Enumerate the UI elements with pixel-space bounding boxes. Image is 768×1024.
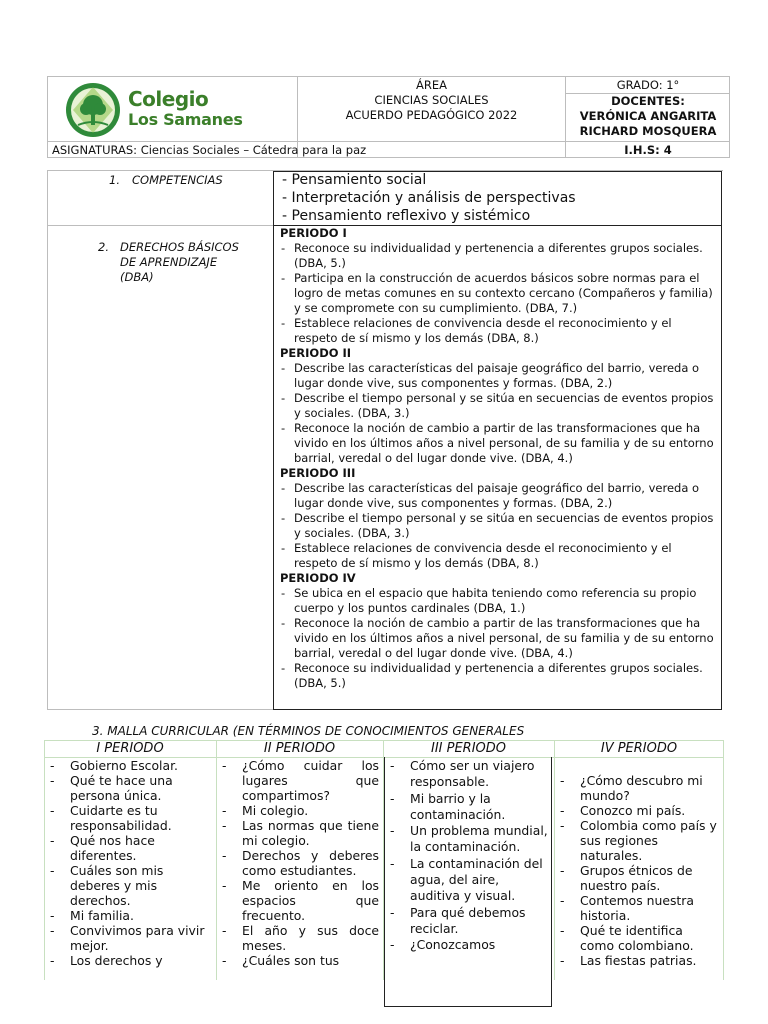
divider: [554, 740, 555, 980]
teacher-name: VERÓNICA ANGARITA: [579, 109, 717, 123]
competencies-list: [282, 171, 576, 225]
competency-item: - Pensamiento reflexivo y sistémico: [282, 208, 531, 224]
logo-text-line2: Los Samanes: [128, 110, 243, 129]
list-item: - Conozco mi país.: [556, 803, 720, 818]
period-title: PERIODO I: [280, 226, 347, 240]
dba-item: - Describe las características del paisaje geográfico del barrio, vereda o lugar donde vive, sus componentes y formas. (DBA, 2.): [280, 361, 718, 391]
list-item: - Un problema mundial, la contaminación.: [386, 823, 550, 856]
period-4-list: [556, 773, 720, 968]
curriculum-table: [44, 740, 724, 980]
list-item: - Me oriento en los espacios que frecuento.: [218, 878, 379, 923]
competencies-number: 1.: [109, 173, 120, 187]
area-name: CIENCIAS SOCIALES: [374, 93, 489, 107]
column-header: III PERIODO: [430, 741, 507, 756]
competency-item: - Interpretación y análisis de perspectivas: [282, 190, 576, 206]
dba-item: - Participa en la construcción de acuerdos básicos sobre normas para el logro de metas comunes en su contexto cercano (Compañeros y familia) y se compromete con su cumplimiento. (DBA, 7.): [280, 271, 718, 316]
list-item: - Derechos y deberes como estudiantes.: [218, 848, 379, 878]
list-item: - Cuidarte es tu responsabilidad.: [46, 803, 210, 833]
column-header: I PERIODO: [96, 741, 164, 756]
period-title: PERIODO II: [280, 346, 352, 360]
subjects-line: ASIGNATURAS: Ciencias Sociales – Cátedra para la paz: [52, 143, 367, 157]
competencies-table: [47, 170, 723, 710]
dba-item: - Reconoce la noción de cambio a partir de las transformaciones que ha vivido en los últimos años a nivel personal, de su familia y de su entorno barrial, veredal o del lugar donde vive. (DBA, 4.): [280, 421, 718, 466]
list-item: - ¿Conozcamos: [386, 937, 550, 953]
divider: [273, 171, 274, 710]
period-block: [280, 226, 718, 346]
list-item: - Qué nos hace diferentes.: [46, 833, 210, 863]
list-item: - Las fiestas patrias.: [556, 953, 720, 968]
dba-item: - Reconoce la noción de cambio a partir de las transformaciones que ha vivido en los últimos años a nivel personal, de su familia y de su entorno barrial, veredal o del lugar donde vive. (DBA, 4.): [280, 616, 718, 661]
dba-item: - Reconoce su individualidad y pertenencia a diferentes grupos sociales. (DBA, 5.): [280, 241, 718, 271]
dba-item: - Establece relaciones de convivencia desde el reconocimiento y el respeto de sí mismo y los demás (DBA, 8.): [280, 541, 718, 571]
grade-label: GRADO: 1°: [616, 78, 680, 92]
dba-number: 2.: [98, 240, 109, 254]
list-item: - Mi familia.: [46, 908, 210, 923]
divider: [566, 93, 730, 94]
header-table: [47, 76, 730, 158]
period-title: PERIODO IV: [280, 571, 356, 585]
list-item: - Las normas que tiene mi colegio.: [218, 818, 379, 848]
list-item: - Convivimos para vivir mejor.: [46, 923, 210, 953]
list-item: - La contaminación del agua, del aire, auditiva y visual.: [386, 856, 550, 905]
agreement-title: ACUERDO PEDAGÓGICO 2022: [345, 108, 518, 122]
dba-item: - Describe el tiempo personal y se sitúa en secuencias de eventos propios y sociales. (DBA, 3.): [280, 511, 718, 541]
list-item: - Mi colegio.: [218, 803, 379, 818]
period-3-list: [386, 758, 550, 954]
period-1-list: [46, 758, 210, 968]
period-block: [280, 571, 718, 691]
list-item: - Gobierno Escolar.: [46, 758, 210, 773]
divider: [44, 740, 45, 980]
divider: [723, 740, 724, 980]
dba-periods: [280, 226, 718, 691]
period-block: [280, 466, 718, 571]
list-item: - Colombia como país y sus regiones naturales.: [556, 818, 720, 863]
competencies-label: COMPETENCIAS: [132, 173, 223, 187]
list-item: - Cómo ser un viajero responsable.: [386, 758, 550, 791]
dba-item: - Establece relaciones de convivencia desde el reconocimiento y el respeto de sí mismo y los demás (DBA, 8.): [280, 316, 718, 346]
column-header: IV PERIODO: [600, 741, 678, 756]
divider: [47, 709, 273, 710]
list-item: - Contemos nuestra historia.: [556, 893, 720, 923]
list-item: - Qué te identifica como colombiano.: [556, 923, 720, 953]
period-2-list: [218, 758, 379, 968]
divider: [721, 171, 722, 710]
tree-emblem-icon: [64, 81, 122, 139]
curriculum-title: 3. MALLA CURRICULAR (EN TÉRMINOS DE CONOCIMIENTOS GENERALES: [92, 724, 525, 738]
area-label: ÁREA: [416, 78, 447, 92]
area-cell: [298, 77, 565, 142]
dba-item: - Describe el tiempo personal y se sitúa en secuencias de eventos propios y sociales. (DBA, 3.): [280, 391, 718, 421]
list-item: - ¿Cómo descubro mi mundo?: [556, 773, 720, 803]
list-item: - El año y sus doce meses.: [218, 923, 379, 953]
list-item: - Para qué debemos reciclar.: [386, 905, 550, 938]
weekly-hours: I.H.S: 4: [624, 143, 672, 157]
divider: [273, 709, 722, 710]
list-item: - Qué te hace una persona única.: [46, 773, 210, 803]
divider: [47, 225, 273, 226]
period-title: PERIODO III: [280, 466, 356, 480]
competency-item: - Pensamiento social: [282, 172, 427, 188]
teachers-label: DOCENTES:: [611, 94, 685, 108]
divider: [47, 170, 48, 710]
list-item: - Mi barrio y la contaminación.: [386, 791, 550, 824]
dba-item: - Reconoce su individualidad y pertenencia a diferentes grupos sociales. (DBA, 5.): [280, 661, 718, 691]
list-item: - ¿Cómo cuidar los lugares que compartimos?: [218, 758, 379, 803]
column-header: II PERIODO: [263, 741, 336, 756]
dba-item: - Describe las características del paisaje geográfico del barrio, vereda o lugar donde vive, sus componentes y formas. (DBA, 2.): [280, 481, 718, 511]
list-item: - Cuáles son mis deberes y mis derechos.: [46, 863, 210, 908]
dba-item: - Se ubica en el espacio que habita teniendo como referencia su propio cuerpo y los puntos cardinales (DBA, 1.): [280, 586, 718, 616]
teachers: [566, 94, 730, 139]
dba-label: DERECHOS BÁSICOS DE APRENDIZAJE (DBA): [120, 240, 239, 284]
list-item: - ¿Cuáles son tus: [218, 953, 379, 968]
teacher-name: RICHARD MOSQUERA: [579, 124, 717, 138]
school-logo: [48, 77, 297, 141]
divider: [216, 740, 217, 980]
list-item: - Grupos étnicos de nuestro país.: [556, 863, 720, 893]
period-block: [280, 346, 718, 466]
logo-text-line1: Colegio: [128, 87, 209, 111]
list-item: - Los derechos y: [46, 953, 210, 968]
